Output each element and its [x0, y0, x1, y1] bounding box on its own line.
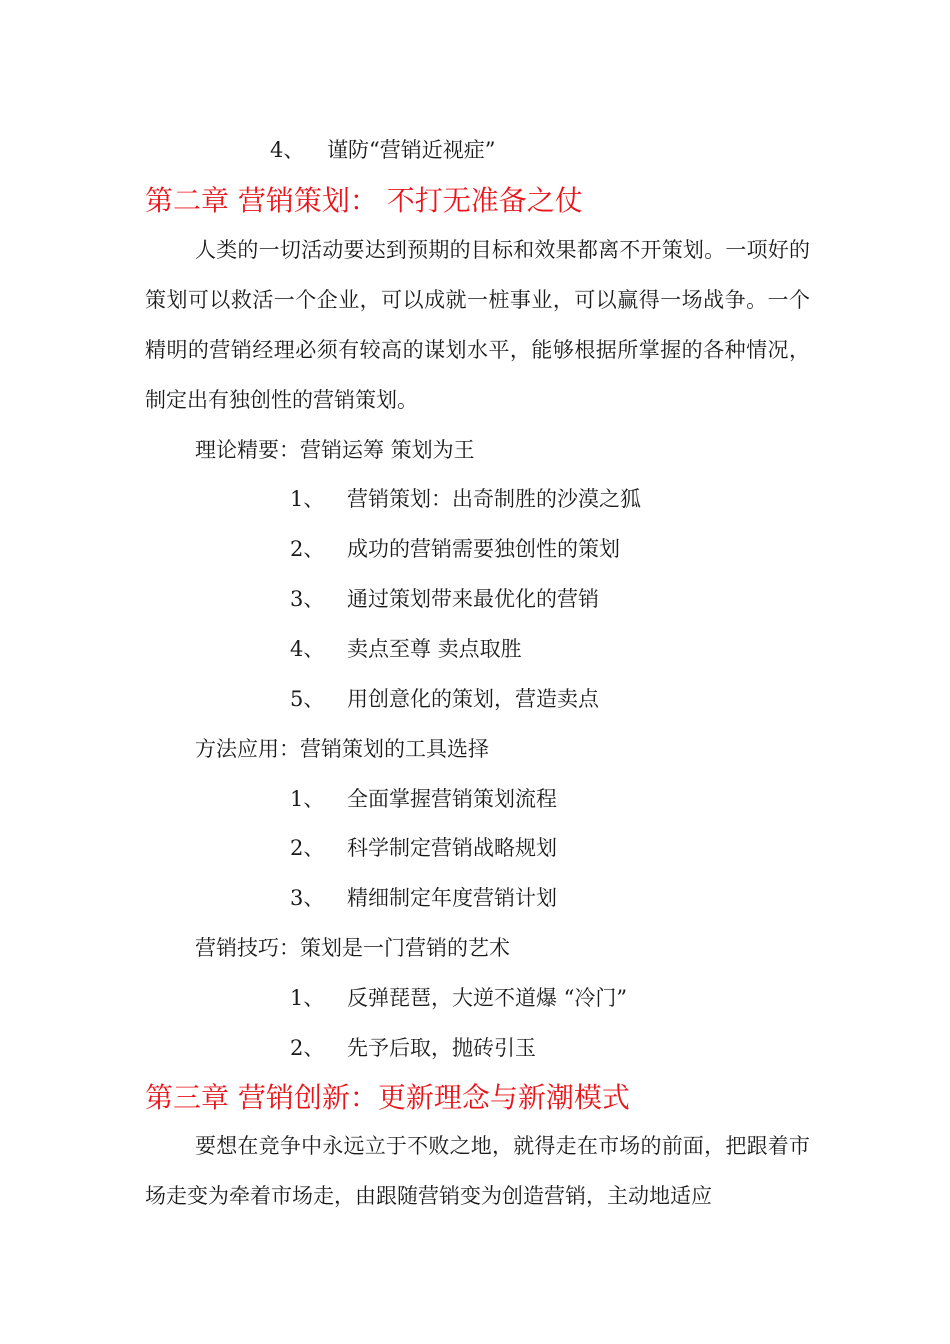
list-item — [270, 135, 495, 165]
skill-section-title: 营销技巧：策划是一门营销的艺术 — [195, 936, 510, 960]
method-section-title: 方法应用：营销策划的工具选择 — [195, 737, 489, 761]
theory-section-title: 理论精要：营销运筹 策划为王 — [195, 438, 475, 462]
list-item-text: 卖点至尊 卖点取胜 — [347, 637, 522, 661]
list-item — [290, 883, 557, 913]
list-item-text: 反弹琵琶，大逆不道爆 “冷门” — [347, 986, 628, 1010]
list-item-text: 科学制定营销战略规划 — [347, 836, 557, 860]
chapter-3-intro — [145, 1121, 810, 1221]
list-item — [290, 634, 522, 664]
list-item-text: 用创意化的策划，营造卖点 — [347, 687, 599, 711]
list-item-text: 先予后取，抛砖引玉 — [347, 1036, 536, 1060]
list-item — [290, 1033, 536, 1063]
chapter-2-heading: 第二章 营销策划： 不打无准备之仗 — [145, 184, 583, 217]
list-item-text: 精细制定年度营销计划 — [347, 886, 557, 910]
list-item-number: 1、 — [290, 787, 325, 811]
list-item — [290, 983, 627, 1013]
list-item-number: 1、 — [290, 986, 325, 1010]
list-item — [290, 484, 641, 514]
list-item-number: 2、 — [290, 1036, 325, 1060]
list-item-number: 3、 — [290, 886, 325, 910]
list-item-text: 全面掌握营销策划流程 — [347, 787, 557, 811]
chapter-3-intro-text: 要想在竞争中永远立于不败之地，就得走在市场的前面，把跟着市场走变为牵着市场走，由跟随营销变为创造营销，主动地适应 — [145, 1134, 810, 1208]
list-item-number: 1、 — [290, 487, 325, 511]
list-item-text: 成功的营销需要独创性的策划 — [347, 537, 620, 561]
chapter-2-intro — [145, 225, 810, 425]
list-item-number: 5、 — [290, 687, 325, 711]
list-item-text: 营销策划：出奇制胜的沙漠之狐 — [347, 487, 641, 511]
list-item-text: 谨防“营销近视症” — [327, 138, 496, 162]
list-item — [290, 584, 599, 614]
list-item — [290, 784, 557, 814]
list-item-text: 通过策划带来最优化的营销 — [347, 587, 599, 611]
list-item-number: 4、 — [290, 637, 325, 661]
list-item — [290, 534, 620, 564]
chapter-2-intro-text: 人类的一切活动要达到预期的目标和效果都离不开策划。一项好的策划可以救活一个企业，可以成就一桩事业，可以赢得一场战争。一个精明的营销经理必须有较高的谋划水平，能够根据所掌握的各种情况，制定出有独创性的营销策划。 — [145, 238, 810, 412]
list-item-number: 2、 — [290, 836, 325, 860]
list-item-number: 3、 — [290, 587, 325, 611]
chapter-3-heading: 第三章 营销创新：更新理念与新潮模式 — [145, 1081, 630, 1114]
list-item — [290, 833, 557, 863]
list-item-number: 2、 — [290, 537, 325, 561]
list-item-number: 4、 — [270, 138, 305, 162]
list-item — [290, 684, 599, 714]
